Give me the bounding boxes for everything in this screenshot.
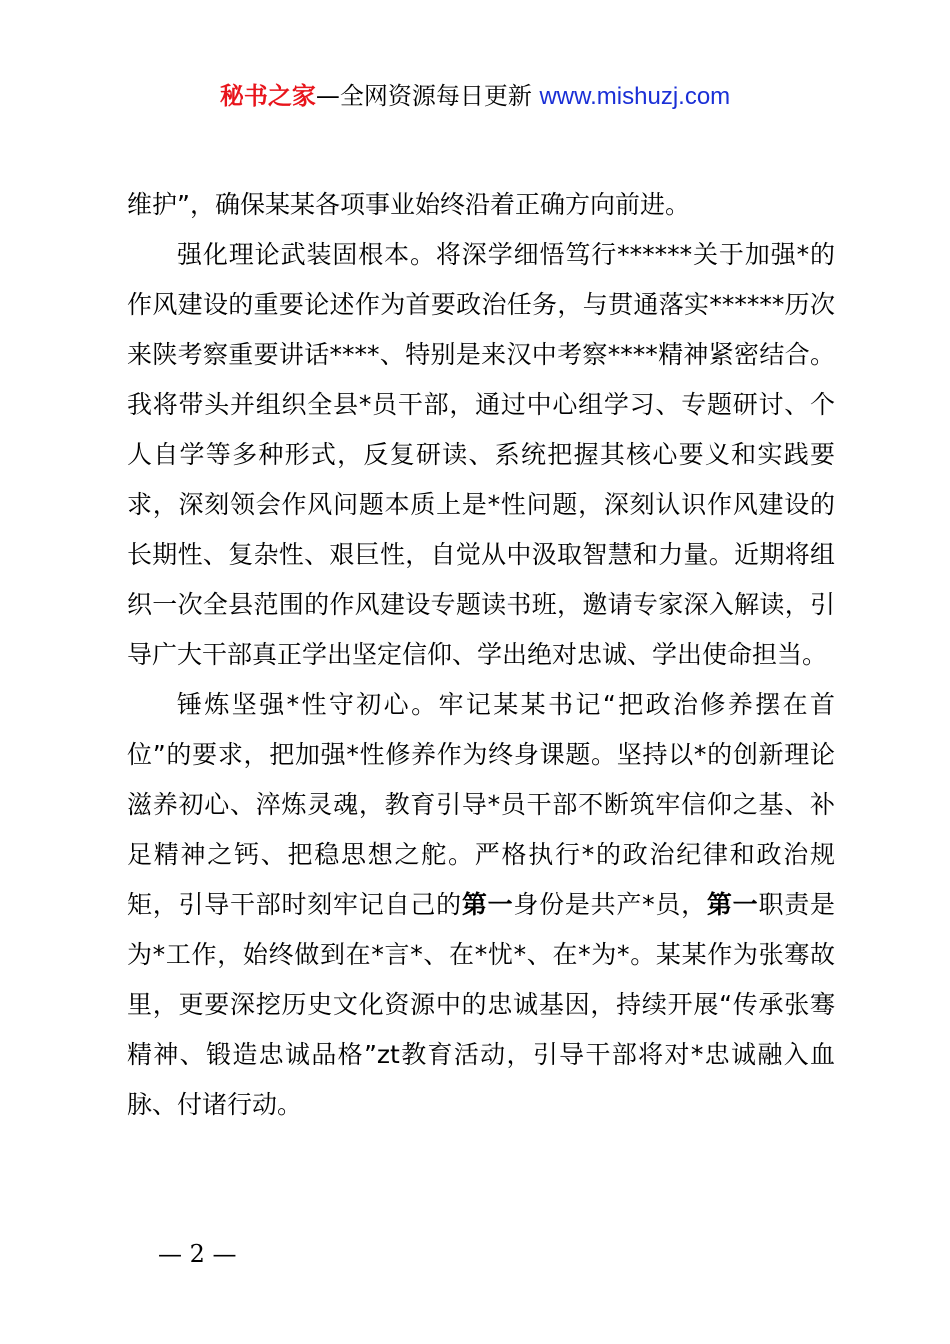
page-number: — 2 — <box>158 1240 237 1268</box>
document-body <box>127 180 835 1130</box>
paragraph-text: 身份是共产*员， <box>513 890 707 919</box>
paragraph-continuation: 维护”，确保某某各项事业始终沿着正确方向前进。 <box>127 190 690 219</box>
bold-emphasis: 第一 <box>706 890 759 919</box>
paragraph-text: 锤炼坚强*性守初心。牢记某某书记“把政治修养摆在首位”的要求，把加强*性修养作为终身课题。坚持以*的创新理论滋养初心、淬炼灵魂，教育引导*员干部不断筑牢信仰之基、补足精神之钙、把稳思想之舵。严格执行*的政治纪律和政治规矩，引导干部时刻牢记自己的 <box>127 690 835 919</box>
bold-emphasis: 第一 <box>461 890 514 919</box>
site-brand: 秘书之家 <box>219 82 316 110</box>
site-tagline: —全网资源每日更新 <box>315 82 540 110</box>
paragraph-theory: 强化理论武装固根本。将深学细悟笃行******关于加强*的作风建设的重要论述作为首要政治任务，与贯通落实******历次来陕考察重要讲话****、特别是来汉中考察****精神紧密结合。我将带头并组织全县*员干部，通过中心组学习、专题研讨、个人自学等多种形式，反复研读、系统把握其核心要义和实践要求，深刻领会作风问题本质上是*性问题，深刻认识作风建设的长期性、复杂性、艰巨性，自觉从中汲取智慧和力量。近期将组织一次全县范围的作风建设专题读书班，邀请专家深入解读，引导广大干部真正学出坚定信仰、学出绝对忠诚、学出使命担当。 <box>127 240 835 669</box>
site-url-link[interactable]: www.mishuzj.com <box>539 83 731 110</box>
page-header <box>0 80 950 113</box>
paragraph-party-spirit <box>127 680 835 1130</box>
paragraph-text: 职责是为*工作，始终做到在*言*、在*忧*、在*为*。某某作为张骞故里，更要深挖历史文化资源中的忠诚基因，持续开展“传承张骞精神、锻造忠诚品格”zt教育活动，引导干部将对*忠诚融入血脉、付诸行动。 <box>127 890 835 1119</box>
